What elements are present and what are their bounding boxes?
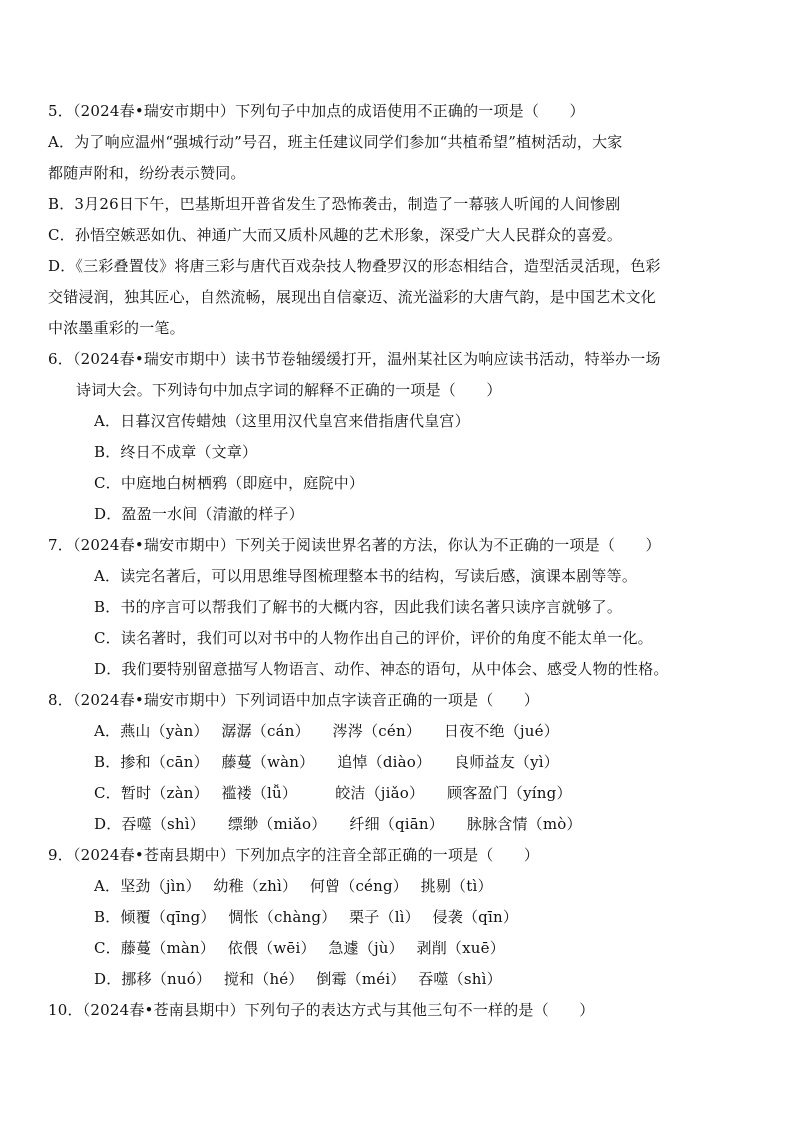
- question-9-option-c: C．藤蔓（màn） 依偎（wēi） 急遽（jù） 剥削（xuē）: [94, 939, 505, 957]
- question-8-option-c: C．暂时（zàn） 褴褛（lǚ） 皎洁（jiǎo） 顾客盈门（yíng）: [94, 784, 572, 802]
- question-9-option-a: A．坚劲（jìn） 幼稚（zhì） 何曾（céng） 挑剔（tì）: [94, 877, 493, 895]
- question-5-stem: 5．（2024春•瑞安市期中）下列句子中加点的成语使用不正确的一项是（ ）: [48, 102, 585, 120]
- question-6-option-c: C．中庭地白树栖鸦（即庭中，庭院中）: [94, 474, 365, 492]
- question-6-option-b: B．终日不成章（文章）: [94, 443, 258, 461]
- question-5-option-b: B．3月26日下午，巴基斯坦开普省发生了恐怖袭击，制造了一幕骇人听闻的人间惨剧: [48, 195, 621, 213]
- question-8-option-d: D．吞噬（shì） 缥缈（miǎo） 纤细（qiān） 脉脉含情（mò）: [94, 815, 582, 833]
- question-9-option-d: D．挪移（nuó） 搅和（hé） 倒霉（méi） 吞噬（shì）: [94, 970, 502, 988]
- question-7-stem: 7．（2024春•瑞安市期中）下列关于阅读世界名著的方法，你认为不正确的一项是（ ）: [48, 536, 661, 554]
- question-9-stem: 9．（2024春•苍南县期中）下列加点字的注音全部正确的一项是（ ）: [48, 846, 540, 864]
- question-6-option-d: D．盈盈一水间（清澈的样子）: [94, 505, 304, 523]
- question-8-stem: 8．（2024春•瑞安市期中）下列词语中加点字读音正确的一项是（ ）: [48, 691, 540, 709]
- question-5-option-d-line-2: 交错浸润，独其匠心，自然流畅，展现出自信豪迈、流光溢彩的大唐气韵，是中国艺术文化: [48, 288, 657, 306]
- question-6-stem-line-2: 诗词大会。下列诗句中加点字词的解释不正确的一项是（ ）: [76, 381, 502, 399]
- question-5-option-a-line-2: 都随声附和，纷纷表示赞同。: [48, 164, 246, 182]
- question-5-option-d-line-1: D．《三彩叠置伎》将唐三彩与唐代百戏杂技人物叠罗汉的形态相结合，造型活灵活现，色彩: [48, 257, 661, 275]
- question-5-option-d-line-3: 中浓墨重彩的一笔。: [48, 319, 185, 337]
- question-5-option-a-line-1: A．为了响应温州“强城行动”号召，班主任建议同学们参加“共植希望”植树活动，大家: [48, 133, 623, 151]
- question-7-option-b: B．书的序言可以帮我们了解书的大概内容，因此我们读名著只读序言就够了。: [94, 598, 623, 616]
- question-6-option-a: A．日暮汉宫传蜡烛（这里用汉代皇宫来借指唐代皇宫）: [94, 412, 470, 430]
- question-10-stem: 10．（2024春•苍南县期中）下列句子的表达方式与其他三句不一样的是（ ）: [48, 1001, 595, 1019]
- exam-page: [48, 96, 748, 1026]
- question-8-option-b: B．掺和（cān） 藤蔓（wàn） 追悼（diào） 良师益友（yì）: [94, 753, 559, 771]
- question-9-option-b: B．倾覆（qīng） 惆怅（chàng） 栗子（lì） 侵袭（qīn）: [94, 908, 519, 926]
- question-7-option-a: A．读完名著后，可以用思维导图梳理整本书的结构，写读后感，演课本剧等等。: [94, 567, 638, 585]
- question-7-option-d: D．我们要特别留意描写人物语言、动作、神态的语句，从中体会、感受人物的性格。: [94, 660, 669, 678]
- question-6-stem-line-1: 6．（2024春•瑞安市期中）读书节卷轴缓缓打开，温州某社区为响应读书活动，特举办一场: [48, 350, 661, 368]
- question-8-option-a: A．燕山（yàn） 潺潺（cán） 涔涔（cén） 日夜不绝（jué）: [94, 722, 559, 740]
- question-5-option-c: C．孙悟空嫉恶如仇、神通广大而又质朴风趣的艺术形象，深受广大人民群众的喜爱。: [48, 226, 623, 244]
- question-7-option-c: C．读名著时，我们可以对书中的人物作出自己的评价，评价的角度不能太单一化。: [94, 629, 653, 647]
